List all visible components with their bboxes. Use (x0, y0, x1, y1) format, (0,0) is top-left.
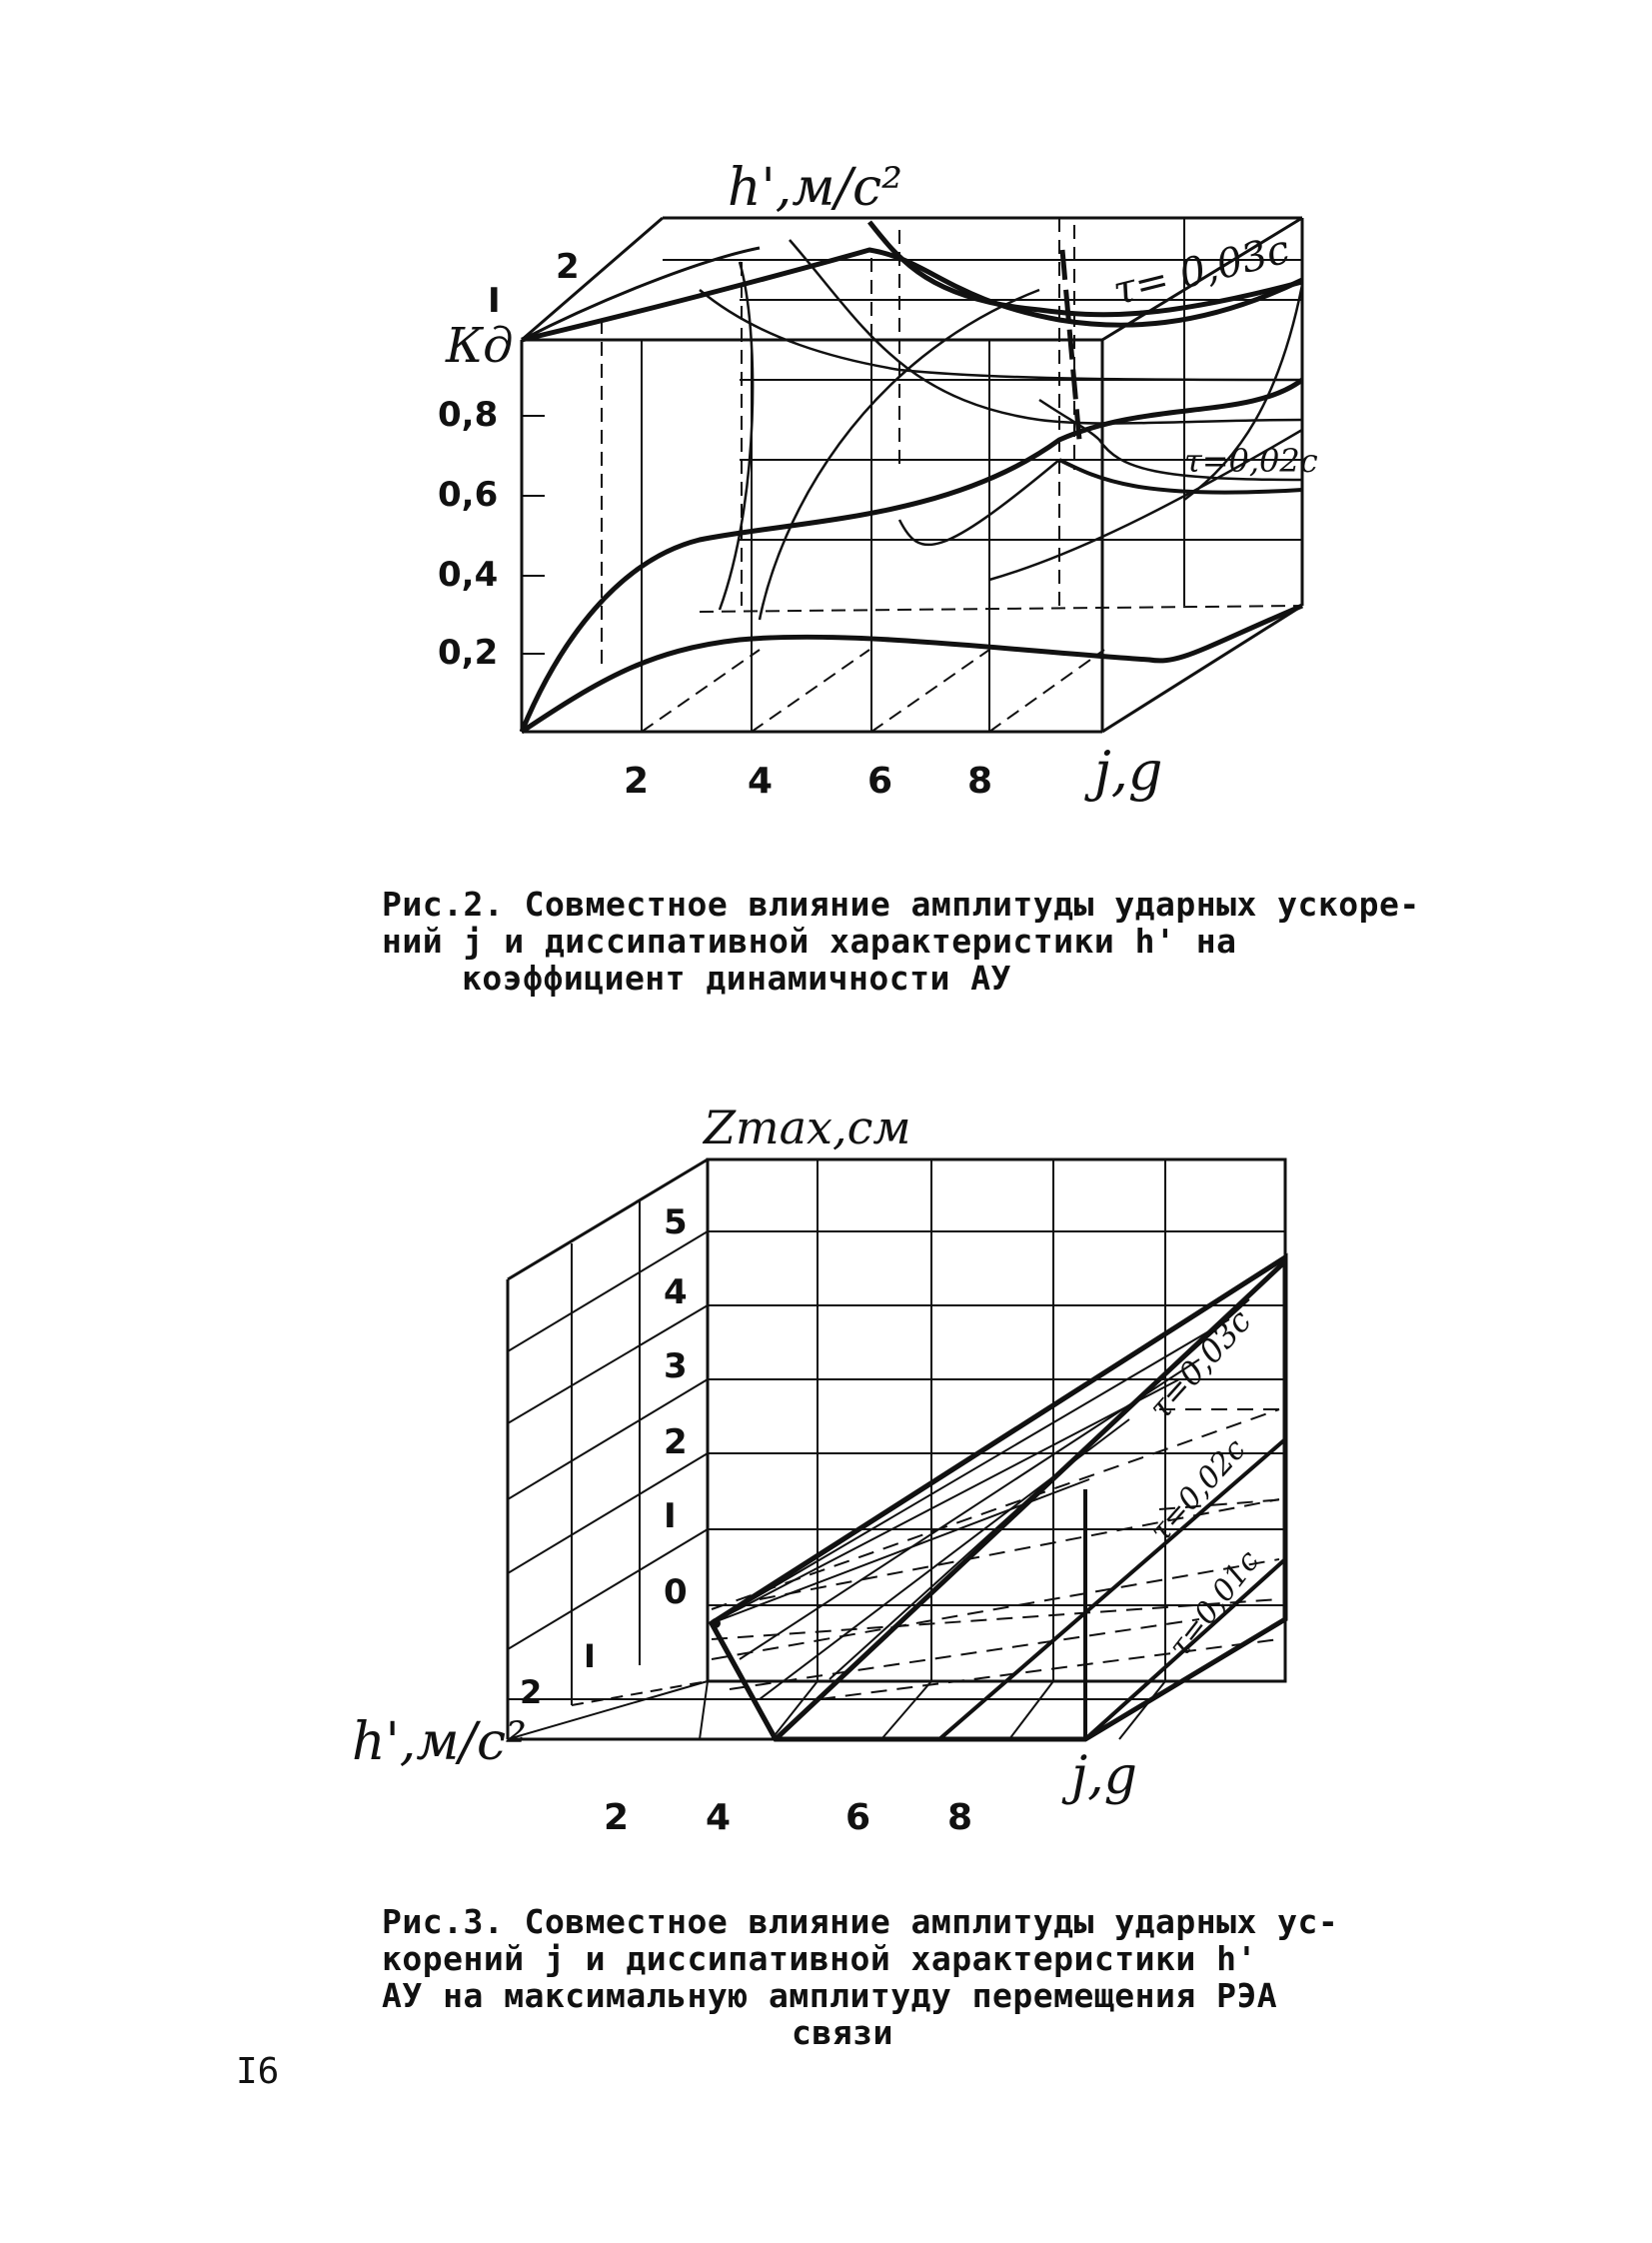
figure-3-caption (382, 1903, 1338, 2051)
fig3-x-tick: 8 (947, 1797, 973, 1838)
fig2-k-axis-label: Кд (446, 318, 514, 374)
fig3-h-axis-label: h',м/с² (352, 1712, 527, 1772)
figure-2 (0, 0, 1652, 1000)
fig3-depth-tick: I (584, 1637, 596, 1675)
figure-2-caption (382, 886, 1420, 997)
fig3-z-tick: 4 (664, 1272, 688, 1312)
caption-line: Рис.3. Совместное влияние амплитуды ударных ус- (382, 1902, 1339, 1941)
fig3-curve-label: τ=0,03с (1140, 1301, 1259, 1427)
caption-line: АУ на максимальную амплитуду перемещения РЭА (382, 1976, 1278, 2015)
fig3-x-tick: 2 (604, 1797, 630, 1838)
fig3-vertical-axis-label: Zmax,см (704, 1101, 911, 1154)
page-number: I6 (236, 2051, 280, 2092)
fig3-z-tick: 3 (664, 1346, 688, 1386)
fig2-x-tick: 6 (867, 761, 893, 802)
fig3-z-tick: 0 (664, 1572, 688, 1612)
fig3-z-tick: 2 (664, 1422, 688, 1462)
box-bottom-right-edge (1102, 606, 1302, 732)
fig2-y-tick: 0,2 (438, 633, 499, 673)
fig2-y-tick: 0,4 (438, 555, 499, 595)
caption-line: коэффициент динамичности АУ (462, 959, 1011, 998)
fig3-curve-label: τ=0,02с (1142, 1431, 1253, 1549)
fig2-curve-label: τ= 0,03с (1108, 226, 1294, 315)
caption-line: связи (792, 2013, 893, 2052)
fig3-x-tick: 6 (845, 1797, 871, 1838)
caption-line: корений j и диссипативной характеристики h' (382, 1939, 1257, 1978)
fig3-grid (508, 1159, 1285, 1739)
fig3-curve-label: τ=0,01с (1161, 1543, 1267, 1664)
fig3-x-tick: 4 (706, 1797, 732, 1838)
fig3-depth-tick: 2 (520, 1673, 543, 1711)
fig2-curve-label: τ=0,02с (1184, 442, 1318, 480)
caption-line: ний j и диссипативной характеристики h' на (382, 922, 1237, 961)
fig2-vertical-axis-label: h',м/с² (728, 158, 902, 218)
fig2-y-tick: I (488, 281, 501, 321)
fig2-y-tick: 0,6 (438, 475, 499, 515)
fig2-y-tick: 0,8 (438, 395, 499, 435)
fig2-j-axis-label: j,g (1094, 740, 1163, 803)
fig3-surface (711, 1257, 1285, 1739)
fig2-x-tick: 8 (967, 761, 993, 802)
fig3-z-tick: 5 (664, 1202, 688, 1242)
fig3-z-tick: I (664, 1496, 677, 1536)
fig3-j-axis-label: j,g (1071, 1746, 1137, 1806)
caption-line: Рис.2. Совместное влияние амплитуды ударных ускоре- (382, 885, 1420, 924)
fig2-x-tick: 4 (748, 761, 774, 802)
fig2-x-tick: 2 (624, 761, 650, 802)
fig2-depth-tick: 2 (556, 247, 580, 287)
